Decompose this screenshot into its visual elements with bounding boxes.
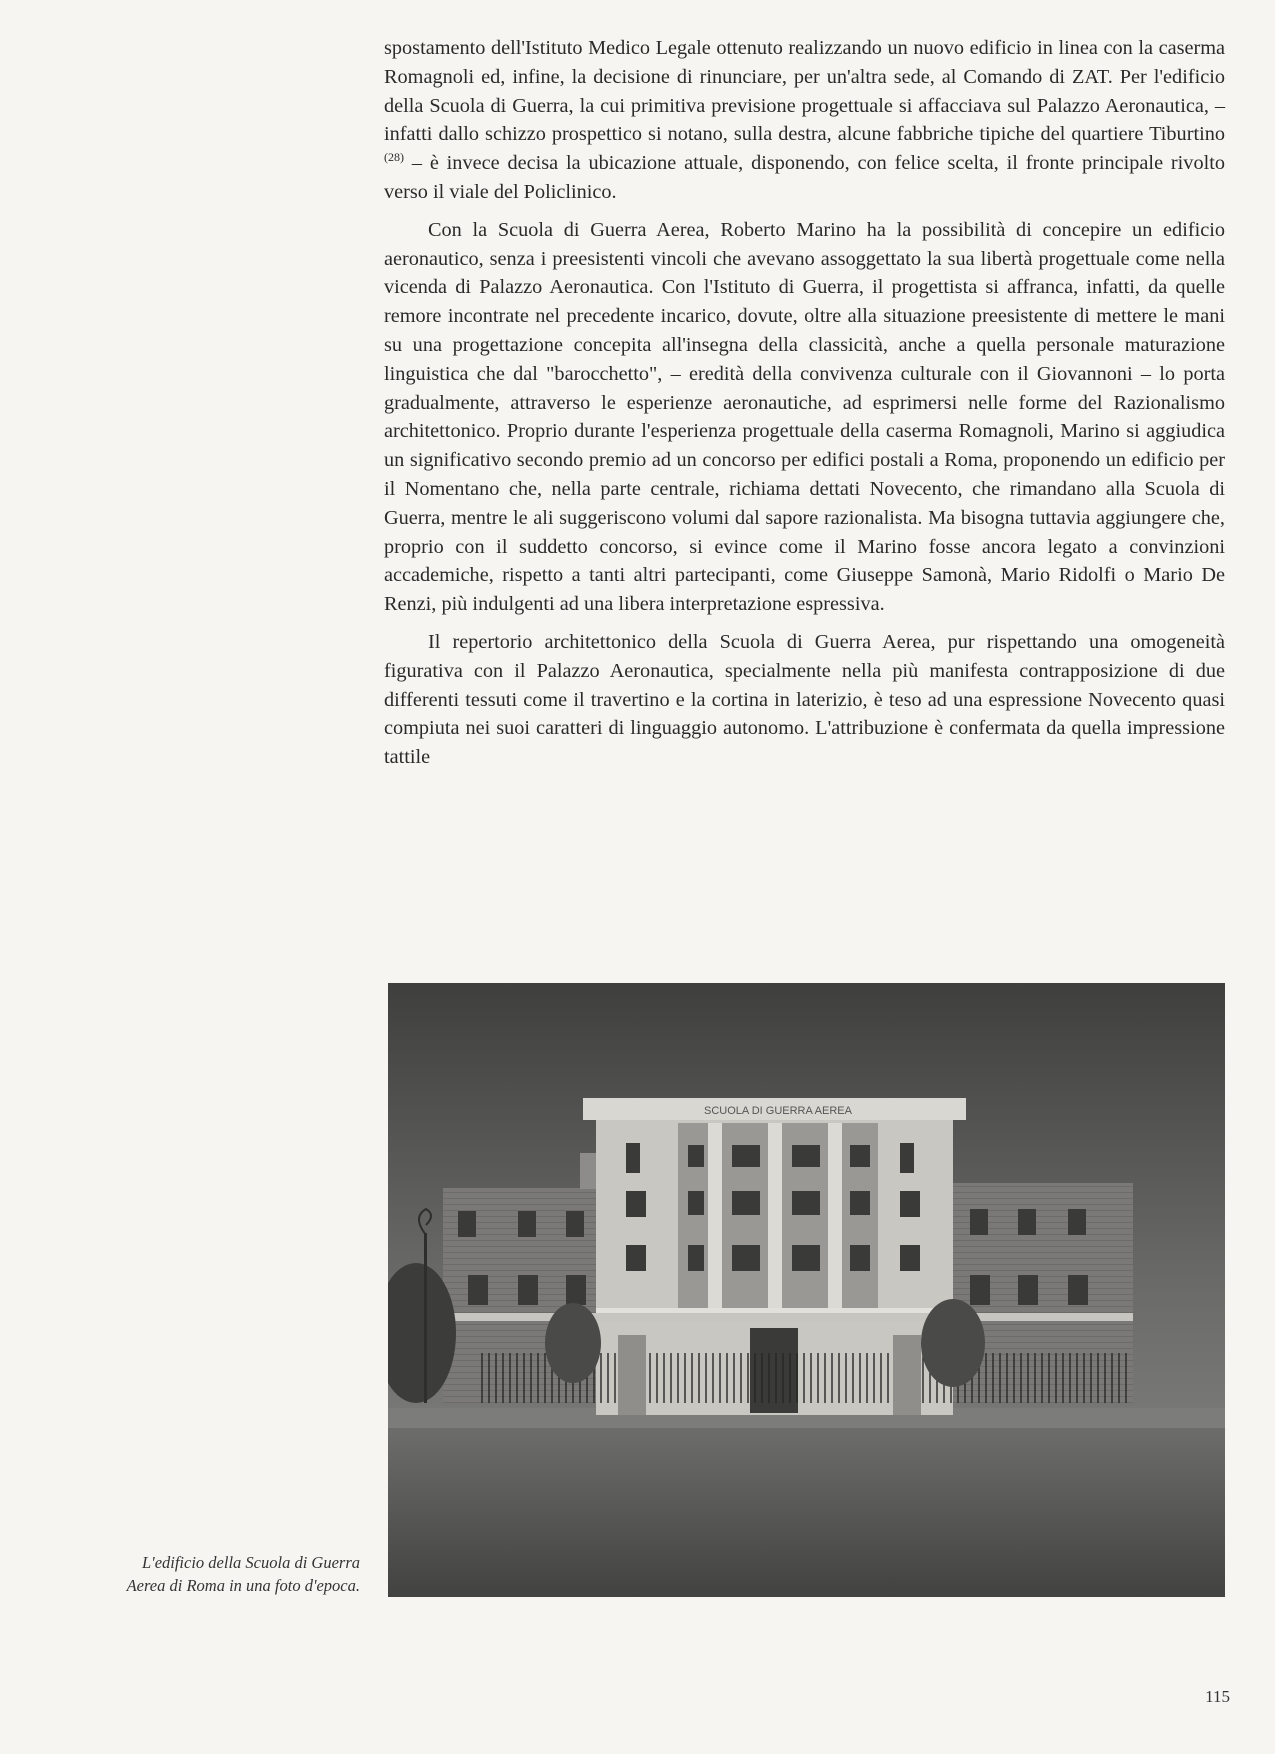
building-inscription: SCUOLA DI GUERRA AEREA [704,1105,852,1117]
paragraph-3: Il repertorio architettonico della Scuola di Guerra Aerea, pur rispettando una omogeneità figurativa con il Palazzo Aeronautica, specialmente nella più manifesta contrapposizione di due differenti tessuti come il travertino e la cortina in laterizio, è teso ad una espressione Novecento quasi compiuta nei suoi caratteri di linguaggio autonomo. L'attribuzione è confermata da quella impressione tattile [384,630,1225,769]
page-number: 115 [1205,1687,1230,1706]
building-photo [388,983,1225,1597]
footnote-ref: (28) [384,150,404,165]
paragraph-2: Con la Scuola di Guerra Aerea, Roberto Marino ha la possibilità di concepire un edificio aeronautico, senza i preesistenti vincoli che avevano assoggettato la sua libertà progettuale come nella vicenda di Palazzo Aeronautica. Con l'Istituto di Guerra, il progettista si affranca, infatti, da quelle remore incontrate nel precedente incarico, dovute, oltre alla situazione preesistente di mettere le mani su una progettazione concepita all'insegna della classicità, anche a quella personale maturazione linguistica che dal "barocchetto", – eredità della convivenza culturale con il Giovannoni – lo porta gradualmente, attraverso le esperienze aeronautiche, ad esprimersi nelle forme del Razionalismo architettonico. Proprio durante l'esperienza progettuale della caserma Romagnoli, Marino si aggiudica un significativo secondo premio ad un concorso per edifici postali a Roma, proponendo un edificio per il Nomentano che, nella parte centrale, richiama dettati Novecento, che rimandano alla Scuola di Guerra, mentre le ali suggeriscono volumi dal sapore razionalista. Ma bisogna tuttavia aggiungere che, proprio con il suddetto concorso, si evince come il Marino fosse ancora legato a convinzioni accademiche, rispetto a tanti altri partecipanti, come Giuseppe Samonà, Mario Ridolfi o Mario De Renzi, più indulgenti ad una libera interpretazione espressiva. [384,218,1225,616]
body-text [384,34,1225,772]
paragraph-1: spostamento dell'Istituto Medico Legale ottenuto realizzando un nuovo edificio in linea con la caserma Romagnoli ed, infine, la decisione di rinunciare, per un'altra sede, al Comando di ZAT. Per l'edificio della Scuola di Guerra, la cui primitiva previsione progettuale si affacciava sul Palazzo Aeronautica, – infatti dallo schizzo prospettico si notano, sulla destra, alcune fabbriche tipiche del quartiere Tiburtino $^{(28)}$ – è invece decisa la ubicazione attuale, disponendo, con felice scelta, il fronte principale rivolto verso il viale del Policlinico. [384,37,1225,203]
figure-caption: L'edificio della Scuola di Guerra Aerea di Roma in una foto d'epoca. [126,1553,360,1595]
